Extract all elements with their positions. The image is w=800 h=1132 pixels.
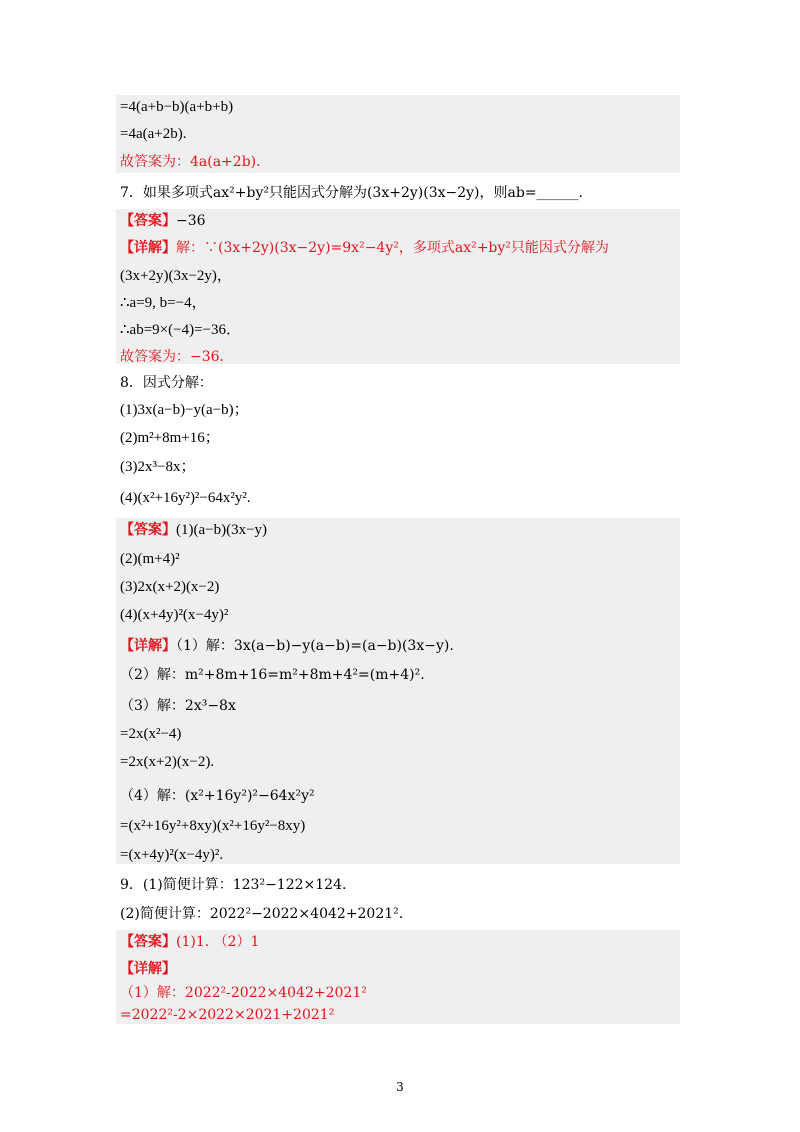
solution-line: =4a(a+2b). <box>120 126 187 142</box>
q8-answer: 【答案】(1)(a−b)(3x−y) <box>120 522 268 538</box>
page-number: 3 <box>396 1080 404 1094</box>
detail-tag: 【详解】 <box>120 961 176 977</box>
solution-block-q7 <box>116 209 680 364</box>
q7-answer <box>120 212 206 230</box>
q8-detail-line: =2x(x+2)(x−2). <box>120 754 215 770</box>
q7-detail-line: ∴a=9, b=−4， <box>120 295 207 311</box>
q7-detail-line: ∴ab=9×(−4)=−36． <box>120 322 241 338</box>
answer-tag: 【答案】 <box>120 213 176 229</box>
question-9-part-1: 9．(1)简便计算：123²−122×124. <box>120 877 347 893</box>
q8-detail-line: （2）解：m²+8m+16=m²+8m+4²=(m+4)². <box>120 667 425 683</box>
question-9-part-2: (2)简便计算：2022²−2022×4042+2021². <box>120 906 404 922</box>
q8-detail-line: =2x(x²−4) <box>120 726 182 742</box>
q9-detail-line: =2022²-2×2022×2021+2021² <box>120 1007 335 1023</box>
q8-detail-line: （3）解：2x³−8x <box>120 698 236 714</box>
question-7: 7．如果多项式ax²+by²只能因式分解为(3x+2y)(3x−2y)，则ab=______． <box>120 185 593 201</box>
q8-detail-line: =(x+4y)²(x−4y)². <box>120 847 224 863</box>
q7-detail-line: (3x+2y)(3x−2y)， <box>120 268 232 284</box>
conclusion-line: 故答案为：4a(a+2b). <box>120 154 261 170</box>
question-8-title: 8．因式分解： <box>120 375 213 391</box>
q8-detail-line: 【详解】（1）解：3x(a−b)−y(a−b)=(a−b)(3x−y). <box>120 638 454 654</box>
q8-item: (2)m²+8m+16； <box>120 430 220 446</box>
q8-item: (3)2x³−8x； <box>120 459 196 475</box>
answer-value: −36 <box>176 213 206 229</box>
q8-item: (4)(x²+16y²)²−64x²y². <box>120 490 251 506</box>
q9-answer: 【答案】(1)1. （2）1 <box>120 934 260 950</box>
solution-block-q8 <box>116 518 680 864</box>
q7-detail-line: 【详解】解：∵(3x+2y)(3x−2y)=9x²−4y²，多项式ax²+by²只能因式分解为 <box>120 240 609 256</box>
q8-answer-line: (3)2x(x+2)(x−2) <box>120 579 220 595</box>
q8-detail-line: =(x²+16y²+8xy)(x²+16y²−8xy) <box>120 818 306 834</box>
q9-detail-line: （1）解：2022²-2022×4042+2021² <box>120 985 367 1001</box>
q7-conclusion: 故答案为：−36． <box>120 349 234 365</box>
q8-answer-line: (2)(m+4)² <box>120 551 180 567</box>
answer-tag: 【答案】 <box>120 934 176 950</box>
solution-line: =4(a+b−b)(a+b+b) <box>120 99 234 115</box>
detail-tag: 【详解】 <box>120 240 176 256</box>
q8-item: (1)3x(a−b)−y(a−b)； <box>120 402 249 418</box>
q8-answer-line: (4)(x+4y)²(x−4y)² <box>120 607 229 623</box>
answer-tag: 【答案】 <box>120 522 176 538</box>
q8-detail-line: （4）解：(x²+16y²)²−64x²y² <box>120 788 315 804</box>
detail-tag: 【详解】 <box>120 638 176 654</box>
